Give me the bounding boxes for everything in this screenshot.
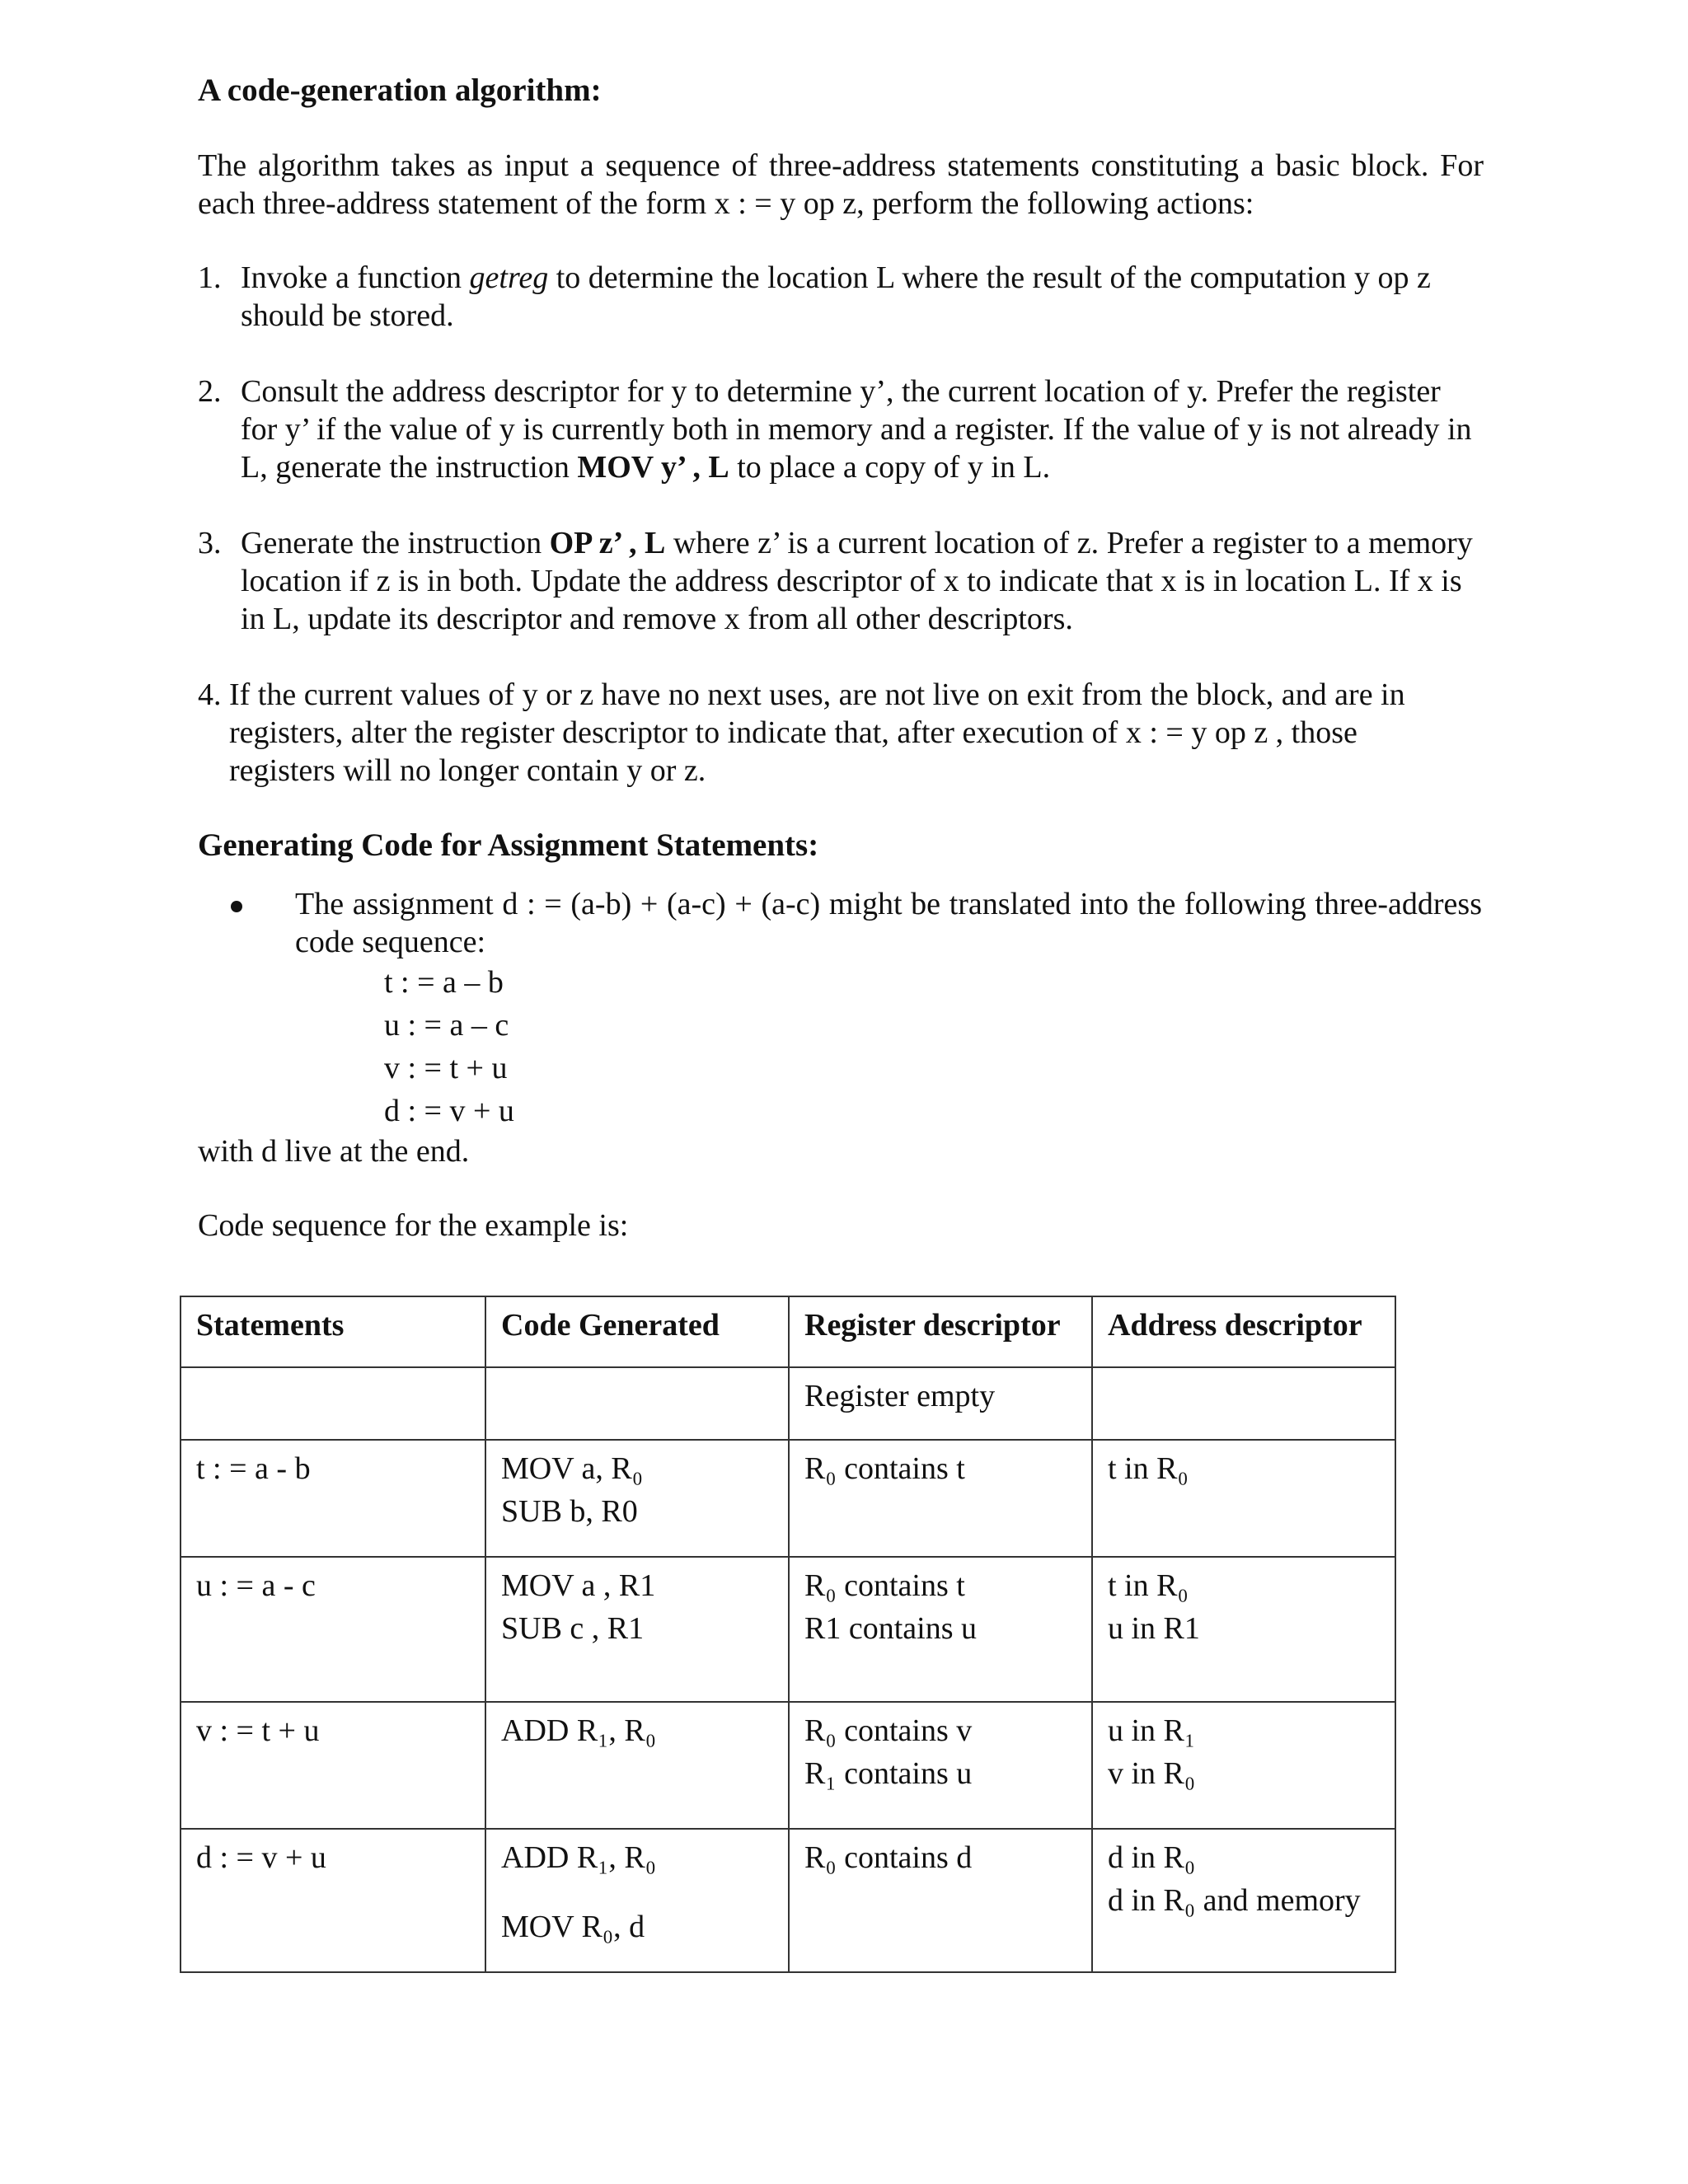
header-statements: Statements [181,1296,485,1367]
cell-code: ADD R₁, R₀ MOV R₀, d [485,1829,789,1972]
code-generation-table [180,1296,1396,1973]
table-header-row [181,1296,1395,1367]
bullet-item [198,885,1484,961]
cell-register: R₀ contains d [789,1829,1092,1972]
cell-address: t in R₀ u in R1 [1092,1557,1395,1702]
cell-statement: v : = t + u [181,1702,485,1829]
step-4 [198,676,1484,790]
step-2 [198,373,1484,486]
step-number: 4. [198,677,222,712]
cell-code: MOV a, R₀ SUB b, R0 [485,1440,789,1557]
cell-statement: u : = a - c [181,1557,485,1702]
code-line: v : = t + u [384,1051,508,1085]
code-line: d : = v + u [384,1094,514,1128]
cell-address: d in R₀ d in R₀ and memory [1092,1829,1395,1972]
cell-code [485,1367,789,1440]
cell-code: MOV a , R1 SUB c , R1 [485,1557,789,1702]
step-text: Generate the instruction OP z’ , L where z’ is a current location of z. Prefer a register to a memory location if z is in both. Update the address descriptor of x to indicate that x is in location L. If x is in L, update its descriptor and remove x from all other descriptors. [241,526,1473,636]
step-number: 1. [198,260,222,295]
header-code-generated: Code Generated [485,1296,789,1367]
step-text: If the current values of y or z have no next uses, are not live on exit from the block, and are in registers, alter the register descriptor to indicate that, after execution of x : = y op z , those registers will no longer contain y or z. [229,677,1405,788]
cell-statement: t : = a - b [181,1440,485,1557]
section-heading-algorithm: A code-generation algorithm: [198,73,602,108]
code-line: t : = a – b [384,965,504,1000]
op-instruction: OP z’ , L [549,526,666,560]
cell-address [1092,1367,1395,1440]
section-heading-assignment: Generating Code for Assignment Statements: [198,827,819,863]
step-1 [198,259,1484,335]
step-number: 2. [198,374,222,409]
intro-paragraph: The algorithm takes as input a sequence of three-address statements constituting a basic block. For each three-address statement of the form x : = y op z, perform the following actions: [198,148,1484,221]
cell-address: u in R₁ v in R₀ [1092,1702,1395,1829]
table-row [181,1557,1395,1702]
cell-statement [181,1367,485,1440]
mov-instruction: MOV y’ , L [577,450,729,485]
getreg-term: getreg [469,260,549,295]
table-row [181,1440,1395,1557]
step-text: Invoke a function getreg to determine the location L where the result of the computation y op z should be stored. [241,260,1431,333]
table-row [181,1367,1395,1440]
code-line: u : = a – c [384,1008,509,1043]
step-number: 3. [198,526,222,560]
bullet-text: The assignment d : = (a-b) + (a-c) + (a-c) might be translated into the following three-address code sequence: [295,887,1482,959]
cell-register: R₀ contains t [789,1440,1092,1557]
three-address-code [384,961,1484,1132]
step-3 [198,524,1484,638]
cell-address: t in R₀ [1092,1440,1395,1557]
table-row [181,1829,1395,1972]
cell-register: Register empty [789,1367,1092,1440]
cell-statement: d : = v + u [181,1829,485,1972]
cell-code: ADD R₁, R₀ [485,1702,789,1829]
table-row [181,1702,1395,1829]
live-note: with d live at the end. [198,1134,470,1169]
header-address-descriptor: Address descriptor [1092,1296,1395,1367]
header-register-descriptor: Register descriptor [789,1296,1092,1367]
cell-register: R₀ contains t R1 contains u [789,1557,1092,1702]
step-text: Consult the address descriptor for y to determine y’, the current location of y. Prefer the register for y’ if the value of y is currently both in memory and a register. If the value of y is not already in L, generate the instruction MOV y’ , L to place a copy of y in L. [241,374,1472,485]
bullet-dot-icon [198,885,295,961]
cell-register: R₀ contains v R₁ contains u [789,1702,1092,1829]
code-sequence-label: Code sequence for the example is: [198,1208,629,1243]
document-page [198,71,1484,1244]
